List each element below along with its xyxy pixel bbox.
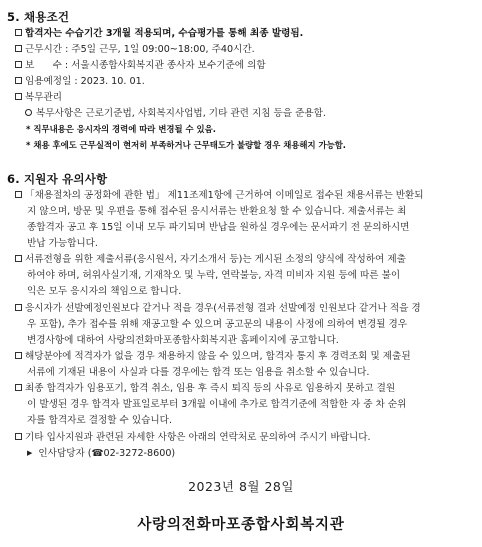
- triangle-bullet-icon: ▶: [27, 449, 33, 457]
- document-date: 2023년 8월 28일: [188, 479, 294, 494]
- notice-item-1-line: 종합격자 공고 후 15일 이내 모두 파기되며 반납을 원하실 경우에는 문서파기 전 문의하시면: [27, 222, 410, 233]
- notice-item-2: 서류전형을 위한 제출서류(응시원서, 자기소개서 등)는 게시된 소정의 양식에 작성하여 제출: [15, 253, 406, 266]
- condition-item-pay: 보 수 : 서울시종합사회복지관 종사자 보수기준에 의함: [15, 59, 266, 72]
- circle-bullet-icon: [25, 109, 32, 116]
- checkbox-icon: [15, 304, 22, 311]
- checkbox-icon: [15, 45, 22, 52]
- notice-item-2-line: 익은 모두 응시자의 책임으로 합니다.: [27, 286, 182, 297]
- condition-item-hours: 근무시간 : 주5일 근무, 1일 09:00~18:00, 주40시간.: [15, 43, 255, 56]
- notice-item-1-line: 지 않으며, 방문 및 우편을 통해 접수된 응시서류는 반환요청 할 수 있습니다. 제출서류는 최: [27, 206, 407, 217]
- contact-line: ▶ 인사담당자 (☎02-3272-8600): [27, 448, 176, 459]
- note-termination: * 채용 후에도 근무실적이 현저히 부족하거나 근무태도가 불량할 경우 채용해지 가능함.: [26, 140, 346, 150]
- checkbox-icon: [15, 61, 22, 68]
- checkbox-icon: [15, 77, 22, 84]
- notice-item-5-line: 이 발생된 경우 합격자 발표일로부터 3개월 이내에 추가로 합격기준에 적합한 자 중 차 순위: [27, 399, 407, 410]
- notice-item-5-line: 자를 합격자로 결정할 수 있습니다.: [27, 415, 172, 426]
- organization-name: 사랑의전화마포종합사회복지관: [137, 517, 345, 533]
- service-sub-item: 복무사항은 근로기준법, 사회복지사업법, 기타 관련 지침 등을 준용함.: [25, 107, 326, 120]
- checkbox-icon: [15, 93, 22, 100]
- condition-item-start-date: 임용예정일 : 2023. 10. 01.: [15, 75, 145, 88]
- notice-item-4: 해당분야에 적격자가 없을 경우 채용하지 않을 수 있으며, 합격자 통지 후 경력조회 및 제출된: [15, 350, 411, 363]
- checkbox-icon: [15, 384, 22, 391]
- checkbox-icon: [15, 352, 22, 359]
- notice-item-1-line: 반납 가능합니다.: [27, 238, 98, 249]
- notice-item-4-line: 서류에 기재된 내용이 사실과 다를 경우에는 합격 또는 임용을 취소할 수 있습니다.: [27, 367, 370, 378]
- notice-item-6: 기타 입사지원과 관련된 자세한 사항은 아래의 연락처로 문의하여 주시기 바랍니다.: [15, 431, 371, 444]
- checkbox-icon: [15, 191, 22, 198]
- section-6-title: 6. 지원자 유의사항: [7, 172, 108, 186]
- checkbox-icon: [15, 255, 22, 262]
- checkbox-icon: [15, 433, 22, 440]
- notice-item-3-line: 우 포함), 추가 접수를 위해 재공고할 수 있으며 공고문의 내용이 사정에 의하여 변경될 경우: [27, 319, 408, 330]
- section-5-title: 5. 채용조건: [7, 10, 70, 24]
- notice-item-2-line: 하여야 하며, 허위사실기재, 기재착오 및 누락, 연락불능, 자격 미비자 지원 등에 따른 불이: [27, 270, 401, 281]
- note-job-change: * 직무내용은 응시자의 경력에 따라 변경될 수 있음.: [26, 124, 216, 134]
- notice-item-3: 응시자가 선발예정인원보다 같거나 적을 경우(서류전형 결과 선발예정 인원보다 같거나 적을 경: [15, 302, 421, 315]
- asterisk-icon: *: [26, 140, 31, 150]
- condition-item-service: 복무관리: [15, 91, 62, 104]
- notice-item-5: 최종 합격자가 임용포기, 합격 취소, 임용 후 즉시 퇴직 등의 사유로 임용하지 못하고 결원: [15, 382, 395, 395]
- notice-item-3-line: 변경사항에 대하여 사랑의전화마포종합사회복지관 홈페이지에 공고합니다.: [27, 335, 339, 346]
- condition-item-probation: 합격자는 수습기간 3개월 적용되며, 수습평가를 통해 최종 발령됨.: [15, 27, 303, 40]
- notice-item-1: 「채용절차의 공정화에 관한 법」 제11조제1항에 근거하여 이메일로 접수된 채용서류는 반환되: [15, 189, 424, 202]
- checkbox-icon: [15, 29, 22, 36]
- asterisk-icon: *: [26, 124, 31, 134]
